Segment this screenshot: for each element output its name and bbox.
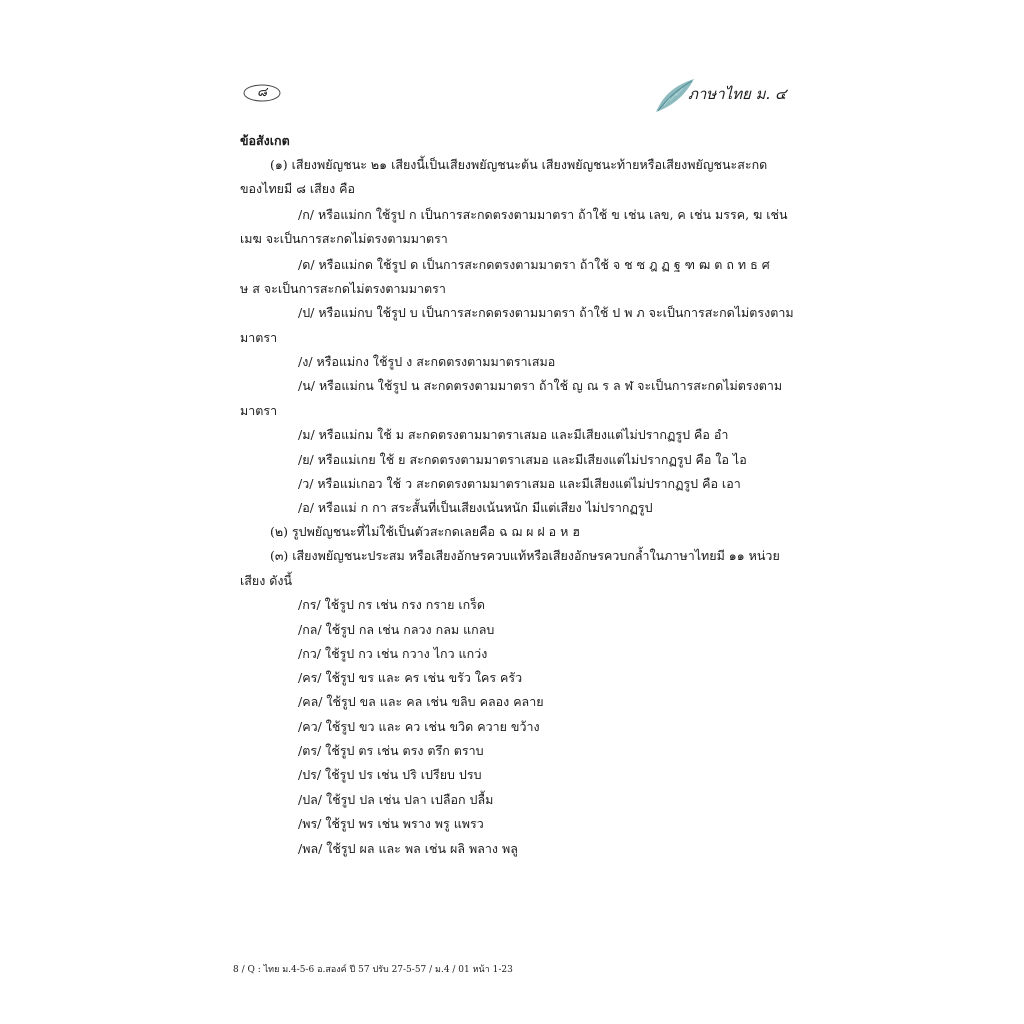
text-line: /ว/ หรือแม่เกอว ใช้ ว สะกดตรงตามมาตราเสมอ และมีเสียงแต่ไม่ปรากฏรูป คือ เอา bbox=[298, 476, 741, 491]
list-item: /กร/ ใช้รูป กร เช่น กรง กราย เกร็ด bbox=[298, 597, 486, 612]
list-item: /กล/ ใช้รูป กล เช่น กลวง กลม แกลบ bbox=[298, 622, 495, 637]
text-line: /ง/ หรือแม่กง ใช้รูป ง สะกดตรงตามมาตราเสมอ bbox=[298, 354, 556, 369]
print-footer: 8 / Q : ไทย ม.4-5-6 อ.สองค์ ปี 57 ปรับ 27-5-57 / ม.4 / 01 หน้า 1-23 bbox=[233, 965, 513, 975]
list-item: /พร/ ใช้รูป พร เช่น พราง พรู แพรว bbox=[298, 816, 484, 831]
text-line: (๑) เสียงพยัญชนะ ๒๑ เสียงนี้เป็นเสียงพยัญชนะต้น เสียงพยัญชนะท้ายหรือเสียงพยัญชนะสะกด bbox=[270, 157, 768, 172]
text-line: /ก/ หรือแม่กก ใช้รูป ก เป็นการสะกดตรงตามมาตรา ถ้าใช้ ข เช่น เลข, ค เช่น มรรค, ฆ เช่น bbox=[298, 207, 788, 222]
list-item: /ปล/ ใช้รูป ปล เช่น ปลา เปลือก ปลื้ม bbox=[298, 792, 494, 807]
text-line: มาตรา bbox=[240, 403, 278, 418]
list-item: /คว/ ใช้รูป ขว และ คว เช่น ขวิด ควาย ขว้าง bbox=[298, 719, 540, 734]
list-item: /คร/ ใช้รูป ขร และ คร เช่น ขรัว ใคร ครัว bbox=[298, 670, 523, 685]
text-line: /อ/ หรือแม่ ก กา สระสั้นที่เป็นเสียงเน้นหนัก มีแต่เสียง ไม่ปรากฏรูป bbox=[298, 500, 653, 515]
list-item: /ปร/ ใช้รูป ปร เช่น ปริ เปรียบ ปรบ bbox=[298, 767, 482, 782]
text-line: ของไทยมี ๘ เสียง คือ bbox=[240, 181, 356, 196]
page-number-badge bbox=[242, 83, 282, 103]
section-heading: ข้อสังเกต bbox=[240, 133, 290, 148]
text-line: /ม/ หรือแม่กม ใช้ ม สะกดตรงตามมาตราเสมอ และมีเสียงแต่ไม่ปรากฏรูป คือ อำ bbox=[298, 427, 729, 442]
text-line: /น/ หรือแม่กน ใช้รูป น สะกดตรงตามมาตรา ถ้าใช้ ญ ณ ร ล ฬ จะเป็นการสะกดไม่ตรงตาม bbox=[298, 378, 783, 393]
text-line: ษ ส จะเป็นการสะกดไม่ตรงตามมาตรา bbox=[240, 281, 446, 296]
text-line: (๓) เสียงพยัญชนะประสม หรือเสียงอักษรควบแท้หรือเสียงอักษรควบกล้ำในภาษาไทยมี ๑๑ หน่วย bbox=[270, 548, 780, 563]
list-item: /ตร/ ใช้รูป ตร เช่น ตรง ตรึก ตราบ bbox=[298, 743, 484, 758]
list-item: /กว/ ใช้รูป กว เช่น กวาง ไกว แกว่ง bbox=[298, 646, 488, 661]
text-line: /ย/ หรือแม่เกย ใช้ ย สะกดตรงตามมาตราเสมอ และมีเสียงแต่ไม่ปรากฏรูป คือ ใอ ไอ bbox=[298, 452, 747, 467]
book-title: ภาษาไทย ม. ๔ bbox=[688, 85, 787, 103]
text-line: (๒) รูปพยัญชนะที่ไม่ใช้เป็นตัวสะกดเลยคือ ฉ ฌ ผ ฝ อ ห ฮ bbox=[270, 524, 581, 539]
text-line: /ด/ หรือแม่กด ใช้รูป ด เป็นการสะกดตรงตามมาตรา ถ้าใช้ จ ช ซ ฎ ฏ ฐ ฑ ฒ ต ถ ท ธ ศ bbox=[298, 257, 770, 272]
book-header bbox=[652, 76, 787, 114]
text-line: มาตรา bbox=[240, 330, 278, 345]
text-line: เสียง ดังนี้ bbox=[240, 573, 293, 588]
text-line: เมฆ จะเป็นการสะกดไม่ตรงตามมาตรา bbox=[240, 231, 448, 246]
list-item: /คล/ ใช้รูป ขล และ คล เช่น ขลิบ คลอง คลาย bbox=[298, 694, 544, 709]
list-item: /พล/ ใช้รูป ผล และ พล เช่น ผลิ พลาง พลู bbox=[298, 841, 518, 856]
page-number: ๘ bbox=[256, 85, 268, 100]
text-line: /ป/ หรือแม่กบ ใช้รูป บ เป็นการสะกดตรงตามมาตรา ถ้าใช้ ป พ ภ จะเป็นการสะกดไม่ตรงตาม bbox=[298, 305, 794, 320]
